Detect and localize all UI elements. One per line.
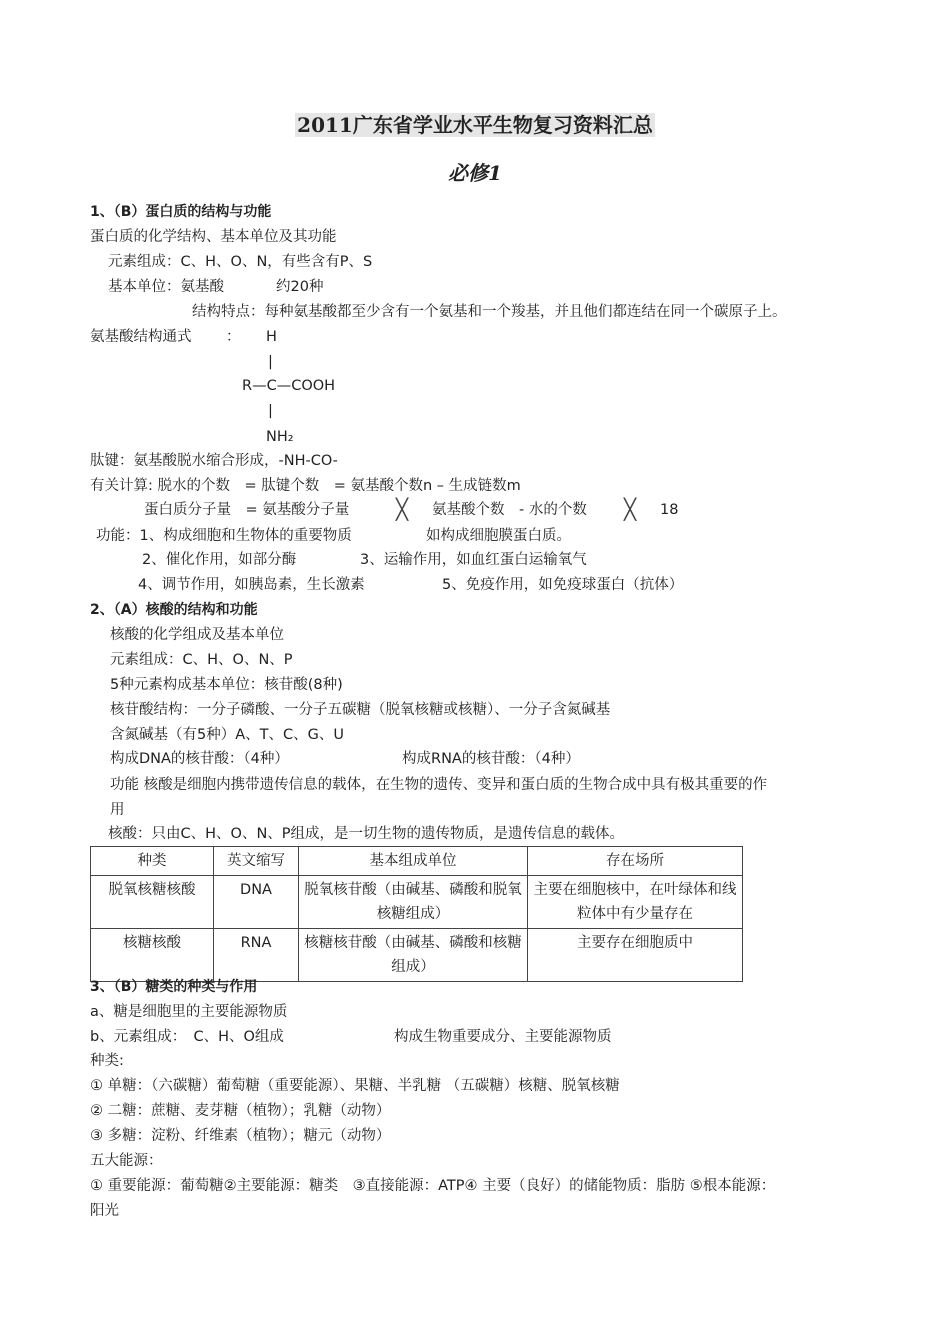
s3-line-5: ② 二糖：蔗糖、麦芽糖（植物）；乳糖（动物） (90, 1103, 391, 1119)
s1-line-1: 蛋白质的化学结构、基本单位及其功能 (90, 229, 337, 245)
s2-line-2: 元素组成：C、H、O、N、P (110, 652, 293, 668)
s3-line-7: 五大能源： (90, 1153, 163, 1169)
s2-line-8: 核酸：只由C、H、O、N、P组成，是一切生物的遗传物质，是遗传信息的载体。 (108, 826, 625, 842)
s3-line-6: ③ 多糖：淀粉、纤维素（植物）；糖元（动物） (90, 1128, 391, 1144)
s1-line-2: 元素组成：C、H、O、N，有些含有P、S (108, 254, 373, 270)
formula-h: H (266, 329, 277, 345)
s1-line-10a: 2、催化作用，如部分酶 (142, 552, 297, 568)
formula-bar-top: | (268, 354, 273, 370)
s2-line-5: 含氮碱基（有5种）A、T、C、G、U (110, 727, 344, 743)
s2-line-7b: 用 (110, 802, 125, 818)
times-icon: ╳ (396, 497, 409, 521)
section-2-heading: 2、（A）核酸的结构和功能 (90, 602, 258, 618)
s1-line-3a: 基本单位：氨基酸 (108, 279, 224, 295)
page-title (0, 114, 950, 136)
table-cell: 脱氧核糖核酸 (91, 876, 214, 929)
table-header-cell: 基本组成单位 (299, 847, 528, 876)
s3-line-3: 种类: (90, 1053, 124, 1069)
s1-line-8c: 18 (660, 502, 679, 518)
page-subtitle: 必修1 (448, 161, 502, 185)
formula-bar-bottom: | (268, 403, 273, 419)
times-icon: ╳ (624, 497, 637, 521)
s1-line-4: 结构特点：每种氨基酸都至少含有一个氨基和一个羧基，并且他们都连结在同一个碳原子上。 (192, 304, 787, 320)
table-cell: 脱氧核苷酸（由碱基、磷酸和脱氧核糖组成） (299, 876, 528, 929)
formula-main: R—C—COOH (242, 378, 336, 394)
table-header-cell: 英文缩写 (214, 847, 299, 876)
table-cell: DNA (214, 876, 299, 929)
s2-line-6a: 构成DNA的核苷酸：（4种） (110, 751, 289, 767)
s3-line-2b: 构成生物重要成分、主要能源物质 (394, 1029, 612, 1045)
s3-line-9: 阳光 (90, 1203, 119, 1219)
section-3-heading: 3、（B）糖类的种类与作用 (90, 979, 258, 995)
s2-line-6b: 构成RNA的核苷酸：（4种） (402, 751, 580, 767)
s3-line-8: ① 重要能源：葡萄糖②主要能源：糖类 ③直接能源：ATP④ 主要（良好）的储能物质：脂肪 ⑤根本能源： (90, 1178, 776, 1194)
s3-line-2a: b、元素组成： C、H、O组成 (90, 1029, 284, 1045)
table-cell: 核糖核酸 (91, 929, 214, 982)
s2-line-4: 核苷酸结构：一分子磷酸、一分子五碳糖（脱氧核糖或核糖）、一分子含氮碱基 (110, 702, 611, 718)
s1-line-7: 有关计算: 脱水的个数 = 肽键个数 = 氨基酸个数n – 生成链数m (90, 478, 521, 494)
s1-line-11b: 5、免疫作用，如免疫球蛋白（抗体） (442, 577, 684, 593)
table-cell: 核糖核苷酸（由碱基、磷酸和核糖组成） (299, 929, 528, 982)
s3-line-1: a、糖是细胞里的主要能源物质 (90, 1004, 288, 1020)
nucleic-acid-table (90, 846, 743, 982)
s2-line-3: 5种元素构成基本单位：核苷酸(8种) (110, 677, 343, 693)
table-cell: 主要存在细胞质中 (528, 929, 743, 982)
table-header-cell: 存在场所 (528, 847, 743, 876)
s1-line-5b: ： (226, 329, 241, 345)
section-1-heading: 1、（B）蛋白质的结构与功能 (90, 204, 272, 220)
s1-line-3b: 约20种 (276, 279, 324, 295)
table-header-cell: 种类 (91, 847, 214, 876)
table-row (91, 929, 743, 982)
table-header-row (91, 847, 743, 876)
s1-line-8b: 氨基酸个数 - 水的个数 (432, 502, 587, 518)
s1-line-5a: 氨基酸结构通式 (90, 329, 192, 345)
s2-line-7a: 功能 核酸是细胞内携带遗传信息的载体，在生物的遗传、变异和蛋白质的生物合成中具有极其重要的作 (110, 777, 768, 793)
s1-line-10b: 3、运输作用，如血红蛋白运输氧气 (360, 552, 587, 568)
s1-line-6: 肽键：氨基酸脱水缩合形成，-NH-CO- (90, 453, 338, 469)
formula-nh2: NH₂ (266, 429, 294, 445)
s1-line-9a: 功能：1、构成细胞和生物体的重要物质 (96, 528, 352, 544)
s1-line-9b: 如构成细胞膜蛋白质。 (426, 528, 571, 544)
s3-line-4: ① 单糖：（六碳糖）葡萄糖（重要能源）、果糖、半乳糖 （五碳糖）核糖、脱氧核糖 (90, 1078, 620, 1094)
table-cell: 主要在细胞核中，在叶绿体和线粒体中有少量存在 (528, 876, 743, 929)
page-title-text: 2011广东省学业水平生物复习资料汇总 (297, 113, 653, 137)
s2-line-1: 核酸的化学组成及基本单位 (110, 627, 284, 643)
s1-line-11a: 4、调节作用，如胰岛素，生长激素 (138, 577, 365, 593)
s1-line-8a: 蛋白质分子量 = 氨基酸分子量 (144, 502, 350, 518)
table-row (91, 876, 743, 929)
table-cell: RNA (214, 929, 299, 982)
